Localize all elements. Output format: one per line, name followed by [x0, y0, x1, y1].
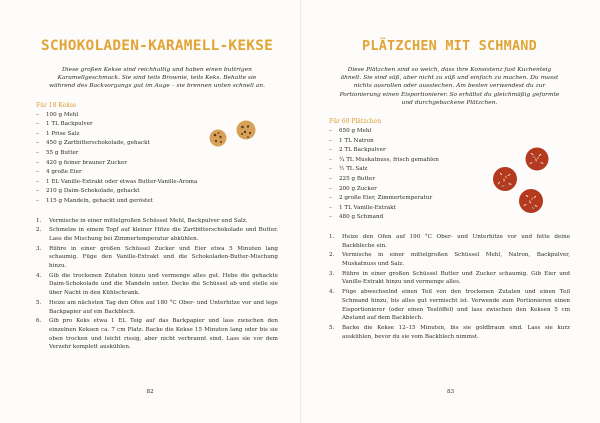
step-text: Heize den Ofen auf 190 °C Ober- und Unterhitze vor und fette deine Backbleche ein. [342, 233, 570, 249]
list-dash: – [329, 195, 332, 202]
page-number: 83 [446, 389, 455, 395]
list-dash: – [329, 156, 332, 163]
ingredient-text: 100 g Mehl [46, 111, 79, 118]
step-text: Backe die Kekse 12–15 Minuten, bis sie goldbraun sind. Lass sie kurz auskühlen, bevor du sie vom Backblech nimmst. [342, 324, 570, 340]
recipe-intro: Diese großen Kekse sind reichhaltig und haben einen buttrigen Karamellgeschmack. Sie sind teils Brownie, teils Keks. Behalte sie während des Backvorgangs gut im Auge – sie brennen unten schnell an. [49, 67, 265, 90]
step-number: 1. [36, 217, 42, 224]
step-text: Rühre in einer großen Schüssel Butter und Zucker schaumig. Gib Eier und Vanille-Extrakt hinzu und vermenge alles. [342, 270, 570, 286]
ingredient-item [36, 159, 278, 169]
step-item [36, 299, 278, 316]
ingredient-text: 650 g Mehl [339, 128, 372, 135]
step-item [36, 317, 278, 352]
step-text: Rühre in einer großen Schüssel Zucker und Eier etwa 5 Minuten lang schaumig. Füge den Vanille-Extrakt und die Schokoladen-Butter-Mischung hinzu. [49, 245, 278, 270]
list-dash: – [36, 178, 39, 185]
ingredient-text: 55 g Butter [46, 149, 79, 156]
choc-chip-cookie-icon [204, 116, 266, 152]
step-number: 6. [36, 318, 42, 325]
step-number: 4. [36, 272, 42, 279]
step-text: Gib die trockenen Zutaten hinzu und vermenge alles gut. Hebe die gehackte Daim-Schokolade und die Mandeln unter. Decke die Schüssel ab und stelle sie über Nacht in den Kühlschrank. [49, 272, 278, 297]
ingredient-text: 450 g Zartbitterschokolade, gehackt [46, 140, 150, 147]
list-dash: – [36, 159, 39, 166]
list-dash: – [329, 166, 332, 173]
ingredient-item [36, 168, 278, 178]
ingredients-heading: Für 60 Plätzchen [329, 118, 382, 126]
step-text: Heize am nächsten Tag den Ofen auf 180 °C Ober- und Unterhitze vor und lege Backpapier auf ein Backblech. [49, 299, 278, 315]
step-item [329, 324, 570, 341]
list-dash: – [36, 188, 39, 195]
recipe-title: SCHOKOLADEN-KARAMELL-KEKSE [40, 38, 274, 54]
list-dash: – [329, 147, 332, 154]
step-item [329, 251, 570, 268]
list-dash: – [329, 175, 332, 182]
step-text: Gib pro Keks etwa 1 EL Teig auf das Backpapier und lass zwischen den einzelnen Keksen ca. 7 cm Platz. Backe die Kekse 15 Minuten lang oder bis sie oben trocken und leicht rissig, aber nicht verbrannt sind. Lass sie vor dem Verzehr komplett auskühlen. [49, 318, 278, 351]
ingredients-section [329, 118, 570, 223]
list-dash: – [36, 197, 39, 204]
ingredients-heading: Für 18 Kekse [36, 101, 77, 109]
ingredient-item [329, 127, 570, 137]
step-number: 4. [329, 289, 335, 296]
step-text: Schmelze in einem Topf auf kleiner Hitze die Zartbitterschokolade und Butter. Lass die Mischung bei Zimmertemperatur abkühlen. [49, 227, 278, 242]
ingredient-text: 1 TL Vanille-Extrakt [339, 204, 396, 211]
ingredient-item [36, 197, 278, 207]
step-number: 2. [329, 252, 335, 259]
sprinkle-cookie-icon [485, 146, 555, 218]
list-dash: – [329, 204, 332, 211]
recipe-intro: Diese Plätzchen sind so weich, dass ihre Konsistenz fast Kuchenteig ähnelt. Sie sind süß, aber nicht zu süß und einfach zu machen. Du musst nichts ausrollen oder ausstechen. Am besten verwendest du zur Portionierung einen Eisportionierer. So erhältst du gleichmäßig geformte und durchgebackene Plätzchen. [339, 67, 560, 106]
step-list [329, 233, 570, 341]
ingredient-text: ¼ TL Muskatnuss, frisch gemahlen [339, 156, 439, 163]
list-dash: – [329, 137, 332, 144]
step-item [36, 217, 278, 226]
step-item [329, 270, 570, 287]
ingredient-text: 115 g Mandeln, gehackt und geröstet [46, 197, 153, 204]
step-item [36, 245, 278, 271]
ingredient-text: 1 TL Natron [339, 137, 374, 144]
step-text: Vermische in einer mittelgroßen Schüssel Mehl, Natron, Backpulver, Muskatnuss und Salz. [342, 252, 570, 268]
list-dash: – [36, 149, 39, 156]
step-item [329, 233, 570, 250]
list-dash: – [329, 214, 332, 221]
right-page [300, 0, 600, 423]
list-dash: – [329, 185, 332, 192]
step-number: 2. [36, 227, 42, 234]
ingredient-text: 480 g Schmand [339, 214, 384, 221]
ingredient-text: 1 EL Vanille-Extrakt oder etwas Butter-Vanille-Aroma [46, 178, 198, 185]
ingredient-text: 2 große Eier, Zimmertemperatur [339, 195, 433, 202]
ingredient-text: 1 TL Backpulver [46, 121, 93, 128]
list-dash: – [36, 169, 39, 176]
ingredient-item [36, 178, 278, 188]
step-list [36, 217, 278, 353]
ingredient-text: ½ TL Salz [339, 166, 368, 173]
ingredient-text: 420 g feiner brauner Zucker [46, 159, 127, 166]
page-number: 82 [146, 389, 154, 395]
ingredient-text: 2 TL Backpulver [339, 147, 386, 154]
list-dash: – [36, 111, 39, 118]
step-text: Füge abwechselnd einen Teil von den trockenen Zutaten und einen Teil Schmand hinzu, bis alles gut vermischt ist. Verwende zum Portionieren einen Eisportionierer (oder einen Teelöffel) und lass zwischen den Keksen 5 cm Abstand auf dem Backblech. [342, 289, 570, 322]
ingredient-item [329, 137, 570, 147]
ingredients-section [36, 102, 278, 207]
step-item [329, 288, 570, 323]
step-number: 3. [329, 270, 335, 277]
step-item [36, 226, 278, 243]
list-dash: – [36, 121, 39, 128]
step-number: 3. [36, 245, 42, 252]
step-text: Vermische in einer mittelgroßen Schüssel Mehl, Backpulver und Salz. [49, 217, 248, 224]
ingredient-text: 210 g Daim-Schokolade, gehackt [46, 188, 140, 195]
step-number: 1. [329, 233, 335, 240]
recipe-title: PLÄTZCHEN MIT SCHMAND [362, 38, 537, 54]
list-dash: – [36, 140, 39, 147]
list-dash: – [36, 130, 39, 137]
ingredient-text: 225 g Butter [339, 175, 376, 182]
step-item [36, 272, 278, 298]
ingredient-text: 4 große Eier [46, 169, 82, 176]
ingredient-item [36, 187, 278, 197]
ingredient-text: 200 g Zucker [339, 185, 377, 192]
step-number: 5. [36, 299, 42, 306]
ingredient-text: 1 Prise Salz [46, 130, 80, 137]
list-dash: – [329, 128, 332, 135]
step-number: 5. [329, 324, 335, 331]
